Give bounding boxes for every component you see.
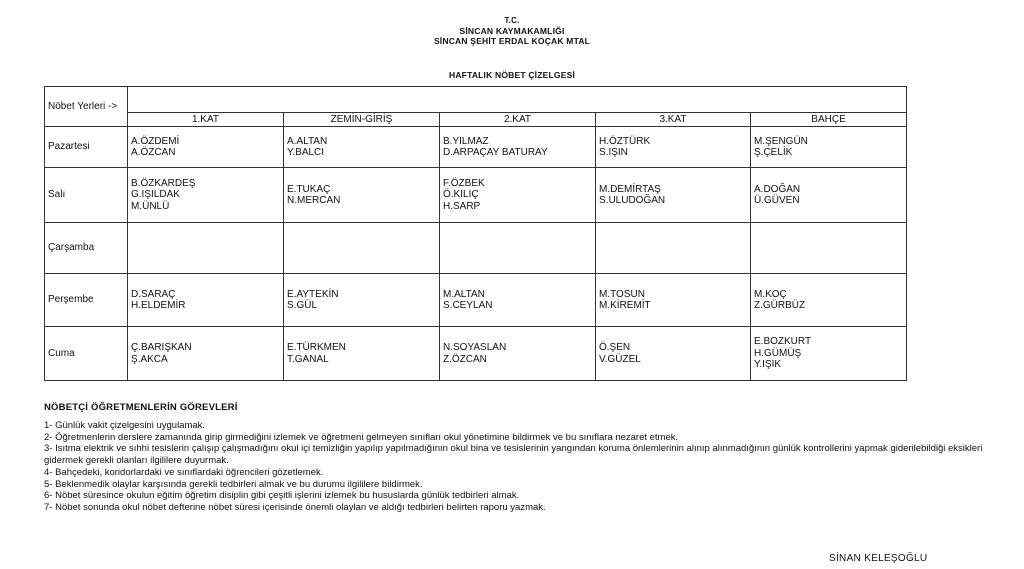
duty-schedule-table: [44, 86, 907, 381]
blank-header-cell: [128, 87, 907, 113]
teacher-name: E.TÜRKMEN: [287, 342, 346, 353]
duty-cell: [596, 127, 751, 168]
day-label: Çarşamba: [45, 223, 128, 274]
duty-cell: [284, 223, 440, 274]
duty-cell: [751, 327, 907, 381]
duty-cell: [596, 168, 751, 223]
teacher-name: Y.IŞIK: [754, 359, 782, 371]
teacher-name: M.DEMİRTAŞ: [599, 183, 661, 195]
duty-cell: [284, 274, 440, 327]
duty-cell: [440, 274, 596, 327]
teacher-name: Z.GÜRBÜZ: [754, 300, 806, 311]
teacher-name: N.SOYASLAN: [443, 342, 507, 353]
duty-cell: [440, 327, 596, 381]
document-header: [0, 16, 1024, 46]
duty-cell: [128, 168, 284, 223]
table-row: [45, 327, 907, 381]
teacher-name: Y.BALCI: [287, 147, 325, 158]
day-label: Cuma: [45, 327, 128, 381]
duty-cell: [284, 168, 440, 223]
duty-cell: [128, 127, 284, 168]
teacher-name: S.GÜL: [287, 300, 318, 311]
duty-cell: [284, 127, 440, 168]
locations-row: [45, 113, 907, 127]
teacher-name: Ö.ŞEN: [599, 342, 631, 353]
day-label: Pazartesi: [45, 127, 128, 168]
table-row: [45, 274, 907, 327]
duty-cell: [128, 327, 284, 381]
header-line-district: SİNCAN KAYMAKAMLIĞI: [459, 26, 565, 36]
teacher-name: Ş.AKCA: [131, 353, 168, 365]
duties-section: [44, 402, 1004, 514]
duty-cell: [440, 127, 596, 168]
teacher-name: A.ÖZCAN: [131, 147, 176, 158]
teacher-name: V.GÜZEL: [599, 353, 641, 365]
teacher-name: H.ÖZTÜRK: [599, 135, 651, 147]
teacher-name: A.ÖZDEMİ: [131, 135, 180, 147]
teacher-name: M.ALTAN: [443, 288, 485, 300]
location-header: ZEMİN-GİRİŞ: [284, 113, 440, 127]
duty-cell: [751, 127, 907, 168]
teacher-name: S.IŞIN: [599, 147, 628, 158]
duty-item: 4- Bahçedeki, koridorlardaki ve sınıflardaki öğrencileri gözetlemek.: [44, 466, 324, 478]
teacher-name: H.ELDEMİR: [131, 300, 186, 311]
signature-name: SİNAN KELEŞOĞLU: [829, 553, 928, 564]
header-line-school: SİNCAN ŞEHİT ERDAL KOÇAK MTAL: [433, 36, 591, 46]
duty-item: 3- Isıtma elektrik ve sıhhi tesislerin çalışıp çalışmadığını okul içi temizliğin yapılıp yapılmadığının okul bina ve tesislerinin yangından koruma önlemlerinin alınıp alınmadığının günlük kontrollerini yapmak giderilebildiği eksikleri gidermek gerekli olanları ilgililere duyurmak.: [44, 443, 983, 467]
duty-cell: [751, 274, 907, 327]
duty-cell: [128, 223, 284, 274]
table-row: [45, 127, 907, 168]
teacher-name: M.ŞENGÜN: [754, 135, 808, 147]
teacher-name: M.TOSUN: [599, 288, 645, 300]
teacher-name: T.GANAL: [287, 353, 329, 365]
teacher-name: F.ÖZBEK: [443, 177, 485, 189]
teacher-name: B.ÖZKARDEŞ: [131, 177, 196, 189]
teacher-name: Ç.BARIŞKAN: [131, 342, 192, 353]
duty-cell: [284, 327, 440, 381]
duty-cell: [440, 223, 596, 274]
location-header: BAHÇE: [751, 113, 907, 127]
duty-cell: [596, 223, 751, 274]
duty-item: 7- Nöbet sonunda okul nöbet defterine nöbet süresi içerisinde önemli olaylan ve aldığı tedbirleri belirten raporu yazmak.: [44, 501, 546, 513]
teacher-name: S.CEYLAN: [443, 300, 493, 311]
teacher-name: D.SARAÇ: [131, 288, 176, 300]
location-header: 1.KAT: [128, 113, 284, 127]
teacher-name: S.ULUDOĞAN: [599, 195, 666, 206]
header-line-tc: T.C.: [504, 16, 520, 25]
teacher-name: H.GÜMÜŞ: [754, 347, 802, 359]
teacher-name: G.IŞILDAK: [131, 189, 180, 201]
teacher-name: Z.ÖZCAN: [443, 353, 487, 365]
table-header-row: [45, 87, 907, 113]
duties-title: NÖBETÇİ ÖĞRETMENLERİN GÖREVLERİ: [44, 402, 238, 413]
location-header: 3.KAT: [596, 113, 751, 127]
teacher-name: E.TUKAÇ: [287, 183, 331, 195]
teacher-name: H.SARP: [443, 200, 481, 212]
document-title: HAFTALIK NÖBET ÇİZELGESİ: [449, 70, 575, 80]
duty-cell: [751, 223, 907, 274]
duty-cell: [596, 327, 751, 381]
teacher-name: M.KİREMİT: [599, 300, 651, 311]
location-header: 2.KAT: [440, 113, 596, 127]
duty-cell: [596, 274, 751, 327]
duty-item: 5- Beklenmedik olaylar karşısında gerekli tedbirleri almak ve bu durumu ilgililere bildirmek.: [44, 478, 423, 490]
duty-item: 6- Nöbet süresince okulun eğitim öğretim disiplin gibi çeşitli işlerini izlemek bu hususlarda günlük tedbirleri almak.: [44, 490, 520, 502]
duty-item: 1- Günlük vakit çizelgesini uygulamak.: [44, 420, 206, 431]
duty-cell: [751, 168, 907, 223]
teacher-name: A.ALTAN: [287, 135, 328, 147]
duty-cell: [128, 274, 284, 327]
teacher-name: M.KOÇ: [754, 288, 787, 300]
duties-list: [44, 420, 1004, 514]
teacher-name: B.YILMAZ: [443, 135, 489, 147]
duty-cell: [440, 168, 596, 223]
corner-label: Nöbet Yerleri ->: [45, 87, 128, 127]
teacher-name: D.ARPAÇAY BATURAY: [443, 147, 548, 158]
teacher-name: A.DOĞAN: [754, 183, 801, 195]
teacher-name: E.AYTEKİN: [287, 288, 339, 300]
teacher-name: E.BOZKURT: [754, 336, 812, 348]
table-row: [45, 168, 907, 223]
teacher-name: N.MERCAN: [287, 195, 341, 206]
teacher-name: M.ÜNLÜ: [131, 200, 170, 212]
teacher-name: Ü.GÜVEN: [754, 195, 800, 206]
day-label: Perşembe: [45, 274, 128, 327]
teacher-name: Ö.KILIÇ: [443, 189, 479, 201]
duty-item: 2- Öğretmenlerin derslere zamanında girip girmediğini izlemek ve öğretmeni gelmeyen sınıfları okul yönetimine bildirmek ve bu sınıflara nezaret etmek.: [44, 431, 679, 443]
teacher-name: Ş.ÇELİK: [754, 147, 793, 158]
day-label: Salı: [45, 168, 128, 223]
table-row: [45, 223, 907, 274]
